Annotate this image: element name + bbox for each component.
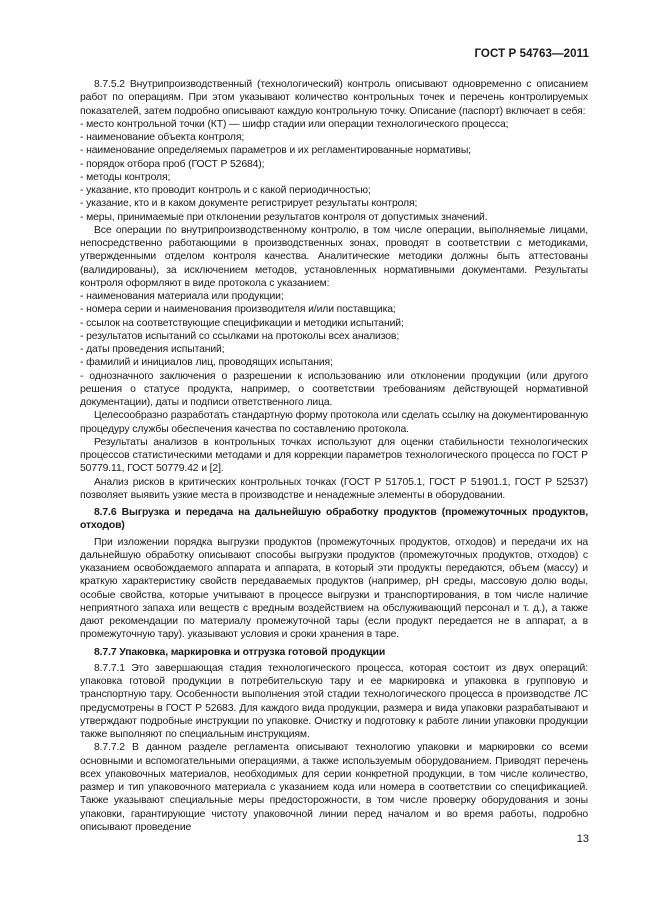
paragraph-8-7-7-2: 8.7.7.2 В данном разделе регламента описывают технологию упаковки и маркировки со всеми основными и вспомогательными операциями, а также используемым оборудованием. Приводят перечень всех упаковочных материалов, необходимых для серии конкретной продукции, в том числе количество, размер и тип упаковочного материала с указанием кода или номера в соответствии со спецификацией. Также указывают специальные меры предосторожности, в том числе проверку оборудования и зоны упаковки, гарантирующие чистоту упаковочной линии перед началом и во время работы, подробно описывают проведение [80, 742, 588, 833]
list-item: - даты проведения испытаний; [80, 344, 225, 355]
list-item: - порядок отбора проб (ГОСТ Р 52684); [80, 158, 265, 170]
section-heading-8-7-7: 8.7.7 Упаковка, маркировка и отгрузка готовой продукции [94, 646, 386, 658]
page-number: 13 [576, 833, 589, 845]
list-item: - меры, принимаемые при отклонении результатов контроля от допустимых значений. [80, 211, 488, 223]
paragraph: Анализ рисков в критических контрольных точках (ГОСТ Р 51705.1, ГОСТ Р 51901.1, ГОСТ Р 52537) позволяет выявить узкие места в производстве и ненадежные элементы в оборудовании. [80, 476, 588, 501]
list-item: - наименование объекта контроля; [80, 132, 245, 143]
paragraph: Результаты анализов в контрольных точках используют для оценки стабильности технологических процессов статистическими методами и для коррекции параметров технологического процесса по ГОСТ Р 50779.11, ГОСТ 50779.42 и [2]. [80, 436, 588, 475]
list-item: - методы контроля; [80, 171, 171, 183]
list-item: - номера серии и наименования производителя и/или поставщика; [80, 304, 396, 316]
list-item: - результатов испытаний со ссылками на протоколы всех анализов; [80, 330, 400, 342]
list-item: - указание, кто проводит контроль и с какой периодичностью; [80, 185, 371, 196]
document-body [80, 78, 588, 834]
section-heading-8-7-6: 8.7.6 Выгрузка и передача на дальнейшую обработку продуктов (промежуточных продуктов, отходов) [80, 507, 588, 532]
paragraph-8-7-5-2: 8.7.5.2 Внутрипроизводственный (технологический) контроль описывают одновременно с описанием работ по операциям. При этом указывают количество контрольных точек и перечень контролируемых показателей, затем подробно описывают каждую контрольную точку. Описание (паспорт) включает в себя: [80, 79, 588, 117]
list-item: - ссылок на соответствующие спецификации и методики испытаний; [80, 317, 404, 329]
paragraph: При изложении порядка выгрузки продуктов (промежуточных продуктов, отходов) и передачи их на дальнейшую обработку описывают способы выгрузки продуктов (промежуточных продуктов, отходов) с указанием освобождаемого аппарата и аппарата, в который эти продукты передаются, объем (массу) и краткую характеристику свойств передаваемых продуктов (например, pH среды, массовую долю воды, особые свойства, которые учитывают в процессе выгрузки и транспортирования, в том числе наличие неприятного запаха или веществ с вредным воздействием на обслуживающий персонал и т. д.), а также дают рекомендации по материалу промежуточной тары (если продукт передается не в аппарат, а в промежуточную тару). указывают условия и сроки хранения в таре. [80, 536, 588, 641]
list-item: - наименование определяемых параметров и их регламентированные нормативы; [80, 145, 471, 157]
document-header: ГОСТ Р 54763—2011 [474, 48, 589, 60]
list-item: - место контрольной точки (КТ) — шифр стадии или операции технологического процесса; [80, 118, 509, 130]
paragraph: Все операции по внутрипроизводственному контролю, в том числе операции, выполняемые лицами, непосредственно работающими в производственных зонах, проводят в соответствии с методиками, утвержденными отделом контроля качества. Аналитические методики должны быть аттестованы (валидированы), за исключением методов, установленных нормативными документами. Результаты контроля оформляют в виде протокола с указанием: [80, 224, 588, 289]
list-item: - фамилий и инициалов лиц, проводящих испытания; [80, 357, 333, 369]
list-item: - однозначного заключения о разрешении к использованию или отклонении продукции (или другого решения о статусе продукта, например, о соответствии требованиям действующей нормативной документации), даты и подписи ответственного лица. [80, 370, 588, 408]
paragraph-8-7-7-1: 8.7.7.1 Это завершающая стадия технологического процесса, которая состоит из двух операций: упаковка готовой продукции в потребительскую тару и ее маркировка и упаковка в групповую и транспортную тару. Особенности выполнения этой стадии технологического процесса в производстве ЛС предусмотрены в ГОСТ Р 52683. Для каждого вида продукции, размера и вида упаковки разрабатывают и утверждают подробные инструкции по упаковке. Очистку и подготовку к работе линии упаковки продукции также выполняют по специальным инструкциям. [80, 662, 588, 740]
list-item: - наименования материала или продукции; [80, 291, 284, 302]
paragraph: Целесообразно разработать стандартную форму протокола или сделать ссылку на документированную процедуру службы обеспечения качества по составлению протокола. [80, 410, 588, 435]
list-item: - указание, кто и в каком документе регистрирует результаты контроля; [80, 198, 418, 210]
